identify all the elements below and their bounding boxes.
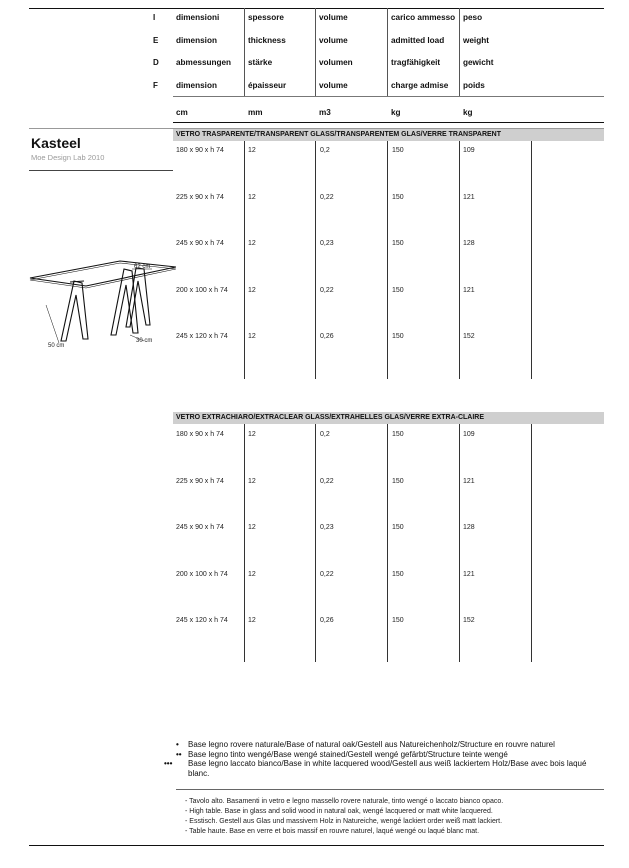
spec-cell: 150 bbox=[392, 147, 404, 154]
product-underline bbox=[29, 170, 173, 171]
spec-cell: 12 bbox=[248, 431, 256, 438]
spec-cell: 225 x 90 x h 74 bbox=[176, 477, 224, 485]
spec-cell: 150 bbox=[392, 431, 404, 438]
header-column-divider bbox=[315, 8, 316, 96]
spec-cell: 12 bbox=[248, 617, 256, 625]
spec-cell: 150 bbox=[392, 477, 404, 485]
spec-cell: 0,2 bbox=[320, 147, 330, 154]
column-label: spessore bbox=[248, 13, 284, 22]
legend-mark: ••• bbox=[164, 759, 173, 768]
dim-depth-label: 62 cm bbox=[134, 264, 151, 270]
spec-cell: 150 bbox=[392, 524, 404, 532]
language-code: E bbox=[153, 36, 159, 45]
spec-cell: 128 bbox=[463, 524, 475, 532]
column-label: carico ammesso bbox=[391, 13, 456, 22]
spec-cell: 12 bbox=[248, 524, 256, 532]
notes-rule bbox=[176, 789, 604, 790]
column-label: épaisseur bbox=[248, 81, 287, 90]
column-label: gewicht bbox=[463, 58, 494, 67]
legend-item bbox=[176, 750, 606, 760]
column-divider bbox=[387, 424, 388, 662]
legend-item bbox=[164, 759, 606, 778]
column-label: charge admise bbox=[391, 81, 449, 90]
legend-mark: • bbox=[176, 740, 179, 749]
column-label: stärke bbox=[248, 58, 273, 67]
spec-cell: 121 bbox=[463, 570, 475, 578]
spec-cell: 150 bbox=[392, 333, 404, 341]
spec-cell: 0,26 bbox=[320, 617, 334, 625]
language-code: F bbox=[153, 81, 158, 90]
spec-cell: 200 x 100 x h 74 bbox=[176, 570, 228, 578]
spec-cell: 12 bbox=[248, 193, 256, 201]
column-label: tragfähigkeit bbox=[391, 58, 441, 67]
column-divider bbox=[531, 141, 532, 379]
spec-cell: 0,22 bbox=[320, 570, 334, 578]
legend-mark: •• bbox=[176, 749, 182, 759]
column-divider bbox=[459, 424, 460, 662]
spec-cell: 150 bbox=[392, 570, 404, 578]
spec-cell: 245 x 120 x h 74 bbox=[176, 333, 228, 341]
header-column-divider bbox=[244, 8, 245, 96]
unit-label: kg bbox=[463, 108, 473, 117]
dim-base-label: 30 cm bbox=[136, 338, 153, 344]
spec-cell: 109 bbox=[463, 147, 475, 154]
table-drawing bbox=[26, 255, 176, 355]
spec-cell: 200 x 100 x h 74 bbox=[176, 286, 228, 294]
column-divider bbox=[244, 141, 245, 379]
column-divider bbox=[459, 141, 460, 379]
spec-cell: 150 bbox=[392, 617, 404, 625]
spec-cell: 12 bbox=[248, 333, 256, 341]
section-header: VETRO TRASPARENTE/TRANSPARENT GLASS/TRANSPARENTEM GLAS/VERRE TRANSPARENT bbox=[173, 129, 604, 141]
units-rule bbox=[173, 122, 604, 123]
spec-cell: 121 bbox=[463, 477, 475, 485]
spec-cell: 245 x 120 x h 74 bbox=[176, 617, 228, 625]
spec-cell: 128 bbox=[463, 240, 475, 248]
spec-cell: 12 bbox=[248, 477, 256, 485]
column-divider bbox=[531, 424, 532, 662]
spec-cell: 109 bbox=[463, 431, 475, 438]
spec-cell: 0,23 bbox=[320, 524, 334, 532]
spec-cell: 12 bbox=[248, 570, 256, 578]
column-label: dimension bbox=[176, 81, 217, 90]
legend-text: Base legno rovere naturale/Base of natural oak/Gestell aus Natureichenholz/Structure en rouvre naturel bbox=[188, 740, 555, 749]
spec-cell: 150 bbox=[392, 240, 404, 248]
column-label: dimension bbox=[176, 36, 217, 45]
product-designer: Moe Design Lab 2010 bbox=[31, 153, 105, 162]
section-header: VETRO EXTRACHIARO/EXTRACLEAR GLASS/EXTRAHELLES GLAS/VERRE EXTRA-CLAIRE bbox=[173, 412, 604, 424]
spec-cell: 0,23 bbox=[320, 240, 334, 248]
legend-item bbox=[176, 740, 606, 750]
note-it: - Tavolo alto. Basamenti in vetro e legno massello rovere naturale, tinto wengé o laccato bianco opaco. bbox=[185, 798, 504, 805]
column-label: thickness bbox=[248, 36, 286, 45]
note-fr: - Table haute. Base en verre et bois massif en rouvre naturel, laqué wengé ou laqué blanc mat. bbox=[185, 828, 480, 835]
legend-text: Base legno tinto wengé/Base wengé stained/Gestell wengé gefärbt/Structure teinte wengé bbox=[188, 749, 508, 759]
column-divider bbox=[244, 424, 245, 662]
column-divider bbox=[315, 141, 316, 379]
column-divider bbox=[315, 424, 316, 662]
spec-cell: 150 bbox=[392, 286, 404, 294]
spec-cell: 245 x 90 x h 74 bbox=[176, 524, 224, 532]
spec-cell: 0,2 bbox=[320, 431, 330, 438]
legend-text: Base legno laccato bianco/Base in white lacquered wood/Gestell aus weiß lackiertem Holz/Base avec bois laqué blanc. bbox=[188, 759, 587, 778]
spec-cell: 12 bbox=[248, 240, 256, 248]
spec-cell: 225 x 90 x h 74 bbox=[176, 193, 224, 201]
spec-cell: 180 x 90 x h 74 bbox=[176, 147, 224, 154]
unit-label: kg bbox=[391, 108, 401, 117]
header-column-divider bbox=[387, 8, 388, 96]
spec-cell: 0,26 bbox=[320, 333, 334, 341]
spec-cell: 12 bbox=[248, 286, 256, 294]
column-label: admitted load bbox=[391, 36, 445, 45]
spec-cell: 150 bbox=[392, 193, 404, 201]
column-label: dimensioni bbox=[176, 13, 220, 22]
unit-label: cm bbox=[176, 108, 188, 117]
header-column-divider bbox=[459, 8, 460, 96]
column-label: volume bbox=[319, 36, 348, 45]
note-de: - Esstisch. Gestell aus Glas und massivem Holz in Natureiche, wengé lackiert order weiß matt lackiert. bbox=[185, 818, 503, 825]
legend bbox=[164, 740, 606, 778]
note-en: - High table. Base in glass and solid wood in natural oak, wengé lacquered or matt white lacquered. bbox=[185, 808, 493, 815]
column-divider bbox=[387, 141, 388, 379]
column-label: weight bbox=[463, 36, 489, 45]
product-title: Kasteel bbox=[31, 135, 81, 151]
unit-label: mm bbox=[248, 108, 263, 117]
header-rule bbox=[173, 96, 604, 97]
language-code: D bbox=[153, 58, 159, 67]
bottom-rule bbox=[29, 845, 604, 846]
spec-cell: 0,22 bbox=[320, 286, 334, 294]
spec-cell: 152 bbox=[463, 333, 475, 341]
spec-cell: 245 x 90 x h 74 bbox=[176, 240, 224, 248]
language-code: I bbox=[153, 13, 156, 22]
spec-cell: 180 x 90 x h 74 bbox=[176, 431, 224, 438]
column-label: poids bbox=[463, 81, 485, 90]
spec-cell: 121 bbox=[463, 193, 475, 201]
spec-cell: 0,22 bbox=[320, 193, 334, 201]
unit-label: m3 bbox=[319, 108, 331, 117]
spec-cell: 121 bbox=[463, 286, 475, 294]
column-label: peso bbox=[463, 13, 483, 22]
spec-cell: 152 bbox=[463, 617, 475, 625]
column-label: volume bbox=[319, 81, 348, 90]
spec-cell: 0,22 bbox=[320, 477, 334, 485]
top-rule bbox=[29, 8, 604, 9]
dim-width-label: 50 cm bbox=[48, 343, 65, 349]
spec-cell: 12 bbox=[248, 147, 256, 154]
column-label: volumen bbox=[319, 58, 353, 67]
column-label: volume bbox=[319, 13, 348, 22]
column-label: abmessungen bbox=[176, 58, 232, 67]
